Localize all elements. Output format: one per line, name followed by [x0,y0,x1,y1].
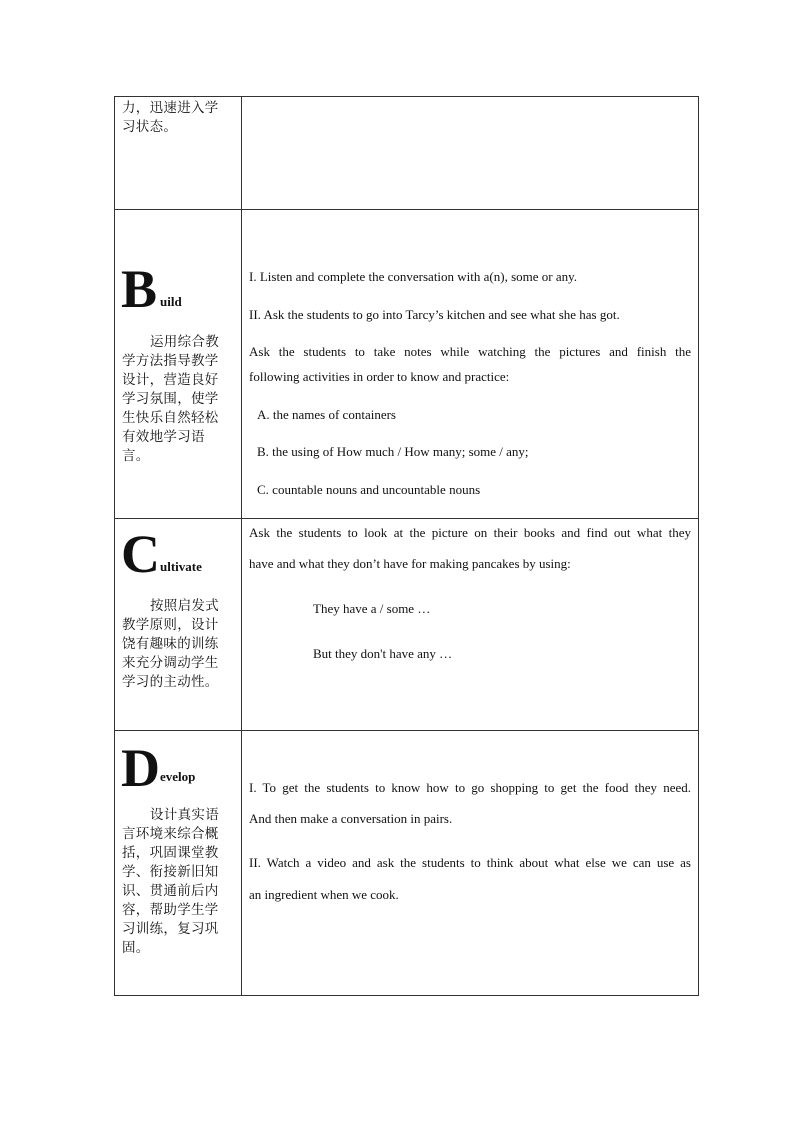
table-row-build [115,209,698,518]
build-item-b: B. the using of How much / How many; some / any; [257,444,529,459]
cultivate-line-2: have and what they don’t have for making pancakes by using: [249,556,571,571]
drop-cap-letter: B [121,259,157,319]
right-cell [242,210,698,518]
left-cell [115,731,241,995]
build-line-1: I. Listen and complete the conversation with a(n), some or any. [249,269,578,284]
cultivate-example-2: But they don't have any … [313,646,453,661]
build-item-a: A. the names of containers [257,407,396,422]
develop-line-1: I. To get the students to know how to go shopping to get the food they need. [249,780,691,795]
build-line-2: II. Ask the students to go into Tarcy’s kitchen and see what she has got. [249,307,620,322]
section-heading-word: ultivate [160,559,202,574]
lesson-plan-table [114,96,699,996]
drop-cap-letter: D [121,738,159,798]
right-cell [242,519,698,730]
table-row-intro [115,97,698,209]
develop-line-3: II. Watch a video and ask the students to think about what else we can use as [249,855,691,870]
drop-cap-letter: C [121,524,159,584]
build-line-4: following activities in order to know and practice: [249,369,510,384]
section-heading-word: evelop [160,769,196,784]
left-cell-text: 设计真实语言环境来综合概括，巩固课堂教学、衔接新旧知识、贯通前后内容，帮助学生学习训练，复习巩固。 [122,807,219,956]
develop-line-4: an ingredient when we cook. [249,887,399,902]
cultivate-line-1: Ask the students to look at the picture on their books and find out what they [249,525,691,540]
left-cell [115,97,241,209]
cultivate-example-1: They have a / some … [313,601,431,616]
build-item-c: C. countable nouns and uncountable nouns [257,482,481,497]
develop-line-2: And then make a conversation in pairs. [249,811,453,826]
left-cell-text: 力，迅速进入学习状态。 [122,100,219,135]
right-cell [242,731,698,995]
section-heading-word: uild [160,294,182,309]
left-cell [115,519,241,730]
table-row-cultivate [115,518,698,730]
build-line-3: Ask the students to take notes while watching the pictures and finish the [249,344,691,359]
left-cell-text: 运用综合教学方法指导教学设计，营造良好学习氛围，使学生快乐自然轻松有效地学习语言。 [122,334,219,464]
left-cell-text: 按照启发式教学原则，设计饶有趣味的训练来充分调动学生学习的主动性。 [122,598,219,690]
table-row-develop [115,730,698,995]
left-cell [115,210,241,518]
right-cell [242,97,698,209]
